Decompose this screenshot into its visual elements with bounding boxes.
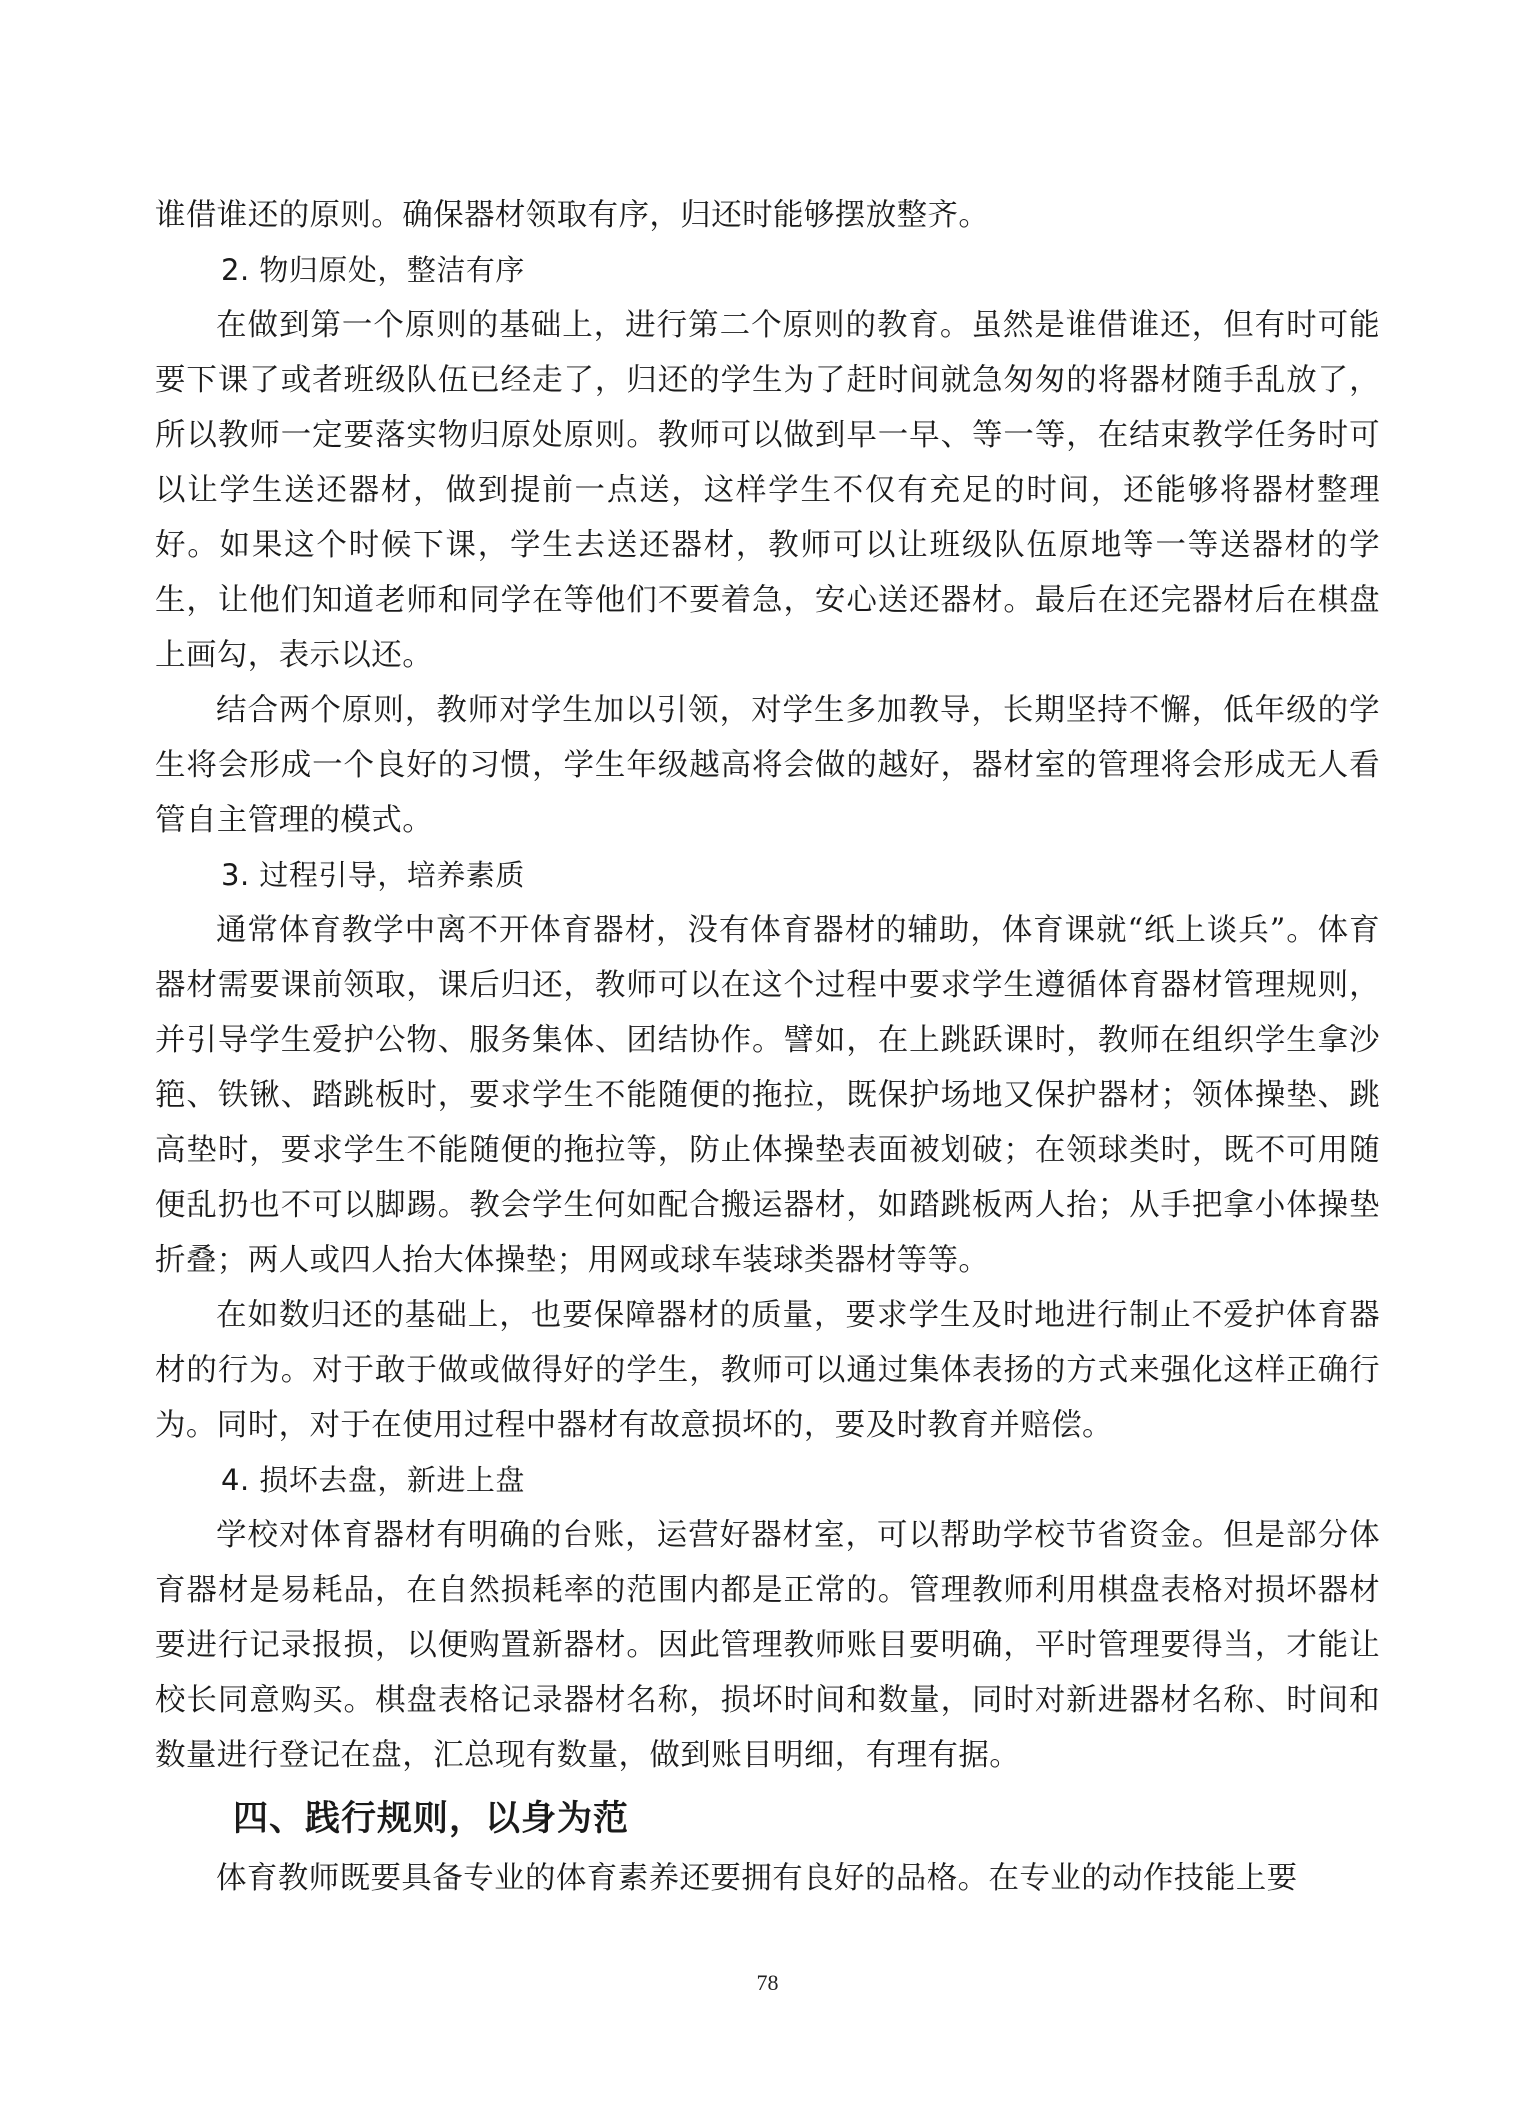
subheading-4: 4. 损坏去盘，新进上盘 (221, 1463, 525, 1497)
section-heading-4: 四、践行规则，以身为范 (233, 1799, 630, 1839)
page-number: 78 (756, 1970, 779, 1995)
subheading-2: 2. 物归原处，整洁有序 (221, 253, 525, 287)
paragraph-return-to-place: 在做到第一个原则的基础上，进行第二个原则的教育。虽然是谁借谁还，但有时可能要下课了或者班级队伍已经走了，归还的学生为了赶时间就急匆匆的将器材随手乱放了，所以教师一定要落实物归原处原则。教师可以做到早一早、等一等，在结束教学任务时可以让学生送还器材，做到提前一点送，这样学生不仅有充足的时间，还能够将器材整理好。如果这个时候下课，学生去送还器材，教师可以让班级队伍原地等一等送器材的学生，让他们知道老师和同学在等他们不要着急，安心送还器材。最后在还完器材后在棋盘上画勾，表示以还。 (155, 308, 1380, 673)
paragraph-damage-records: 学校对体育器材有明确的台账，运营好器材室，可以帮助学校节省资金。但是部分体育器材是易耗品，在自然损耗率的范围内都是正常的。管理教师利用棋盘表格对损坏器材要进行记录报损，以便购置新器材。因此管理教师账目要明确，平时管理要得当，才能让校长同意购买。棋盘表格记录器材名称，损坏时间和数量，同时对新进器材名称、时间和数量进行登记在盘，汇总现有数量，做到账目明细，有理有据。 (155, 1518, 1380, 1773)
subheading-3: 3. 过程引导，培养素质 (221, 858, 525, 892)
paragraph-combine-principles: 结合两个原则，教师对学生加以引领，对学生多加教导，长期坚持不懈，低年级的学生将会形成一个良好的习惯，学生年级越高将会做的越好，器材室的管理将会形成无人看管自主管理的模式。 (155, 693, 1380, 838)
document-body (155, 188, 1380, 1906)
paragraph-equipment-quality: 在如数归还的基础上，也要保障器材的质量，要求学生及时地进行制止不爱护体育器材的行为。对于敢于做或做得好的学生，教师可以通过集体表扬的方式来强化这样正确行为。同时，对于在使用过程中器材有故意损坏的，要及时教育并赔偿。 (155, 1298, 1380, 1443)
paragraph-continuation: 谁借谁还的原则。确保器材领取有序，归还时能够摆放整齐。 (155, 198, 990, 233)
paragraph-teacher-example: 体育教师既要具备专业的体育素养还要拥有良好的品格。在专业的动作技能上要 (216, 1861, 1298, 1896)
paragraph-process-guidance: 通常体育教学中离不开体育器材，没有体育器材的辅助，体育课就“纸上谈兵”。体育器材需要课前领取，课后归还，教师可以在这个过程中要求学生遵循体育器材管理规则，并引导学生爱护公物、服务集体、团结协作。譬如，在上跳跃课时，教师在组织学生拿沙筢、铁锹、踏跳板时，要求学生不能随便的拖拉，既保护场地又保护器材；领体操垫、跳高垫时，要求学生不能随便的拖拉等，防止体操垫表面被划破；在领球类时，既不可用随便乱扔也不可以脚踢。教会学生何如配合搬运器材，如踏跳板两人抬；从手把拿小体操垫折叠；两人或四人抬大体操垫；用网或球车装球类器材等等。 (155, 913, 1380, 1278)
